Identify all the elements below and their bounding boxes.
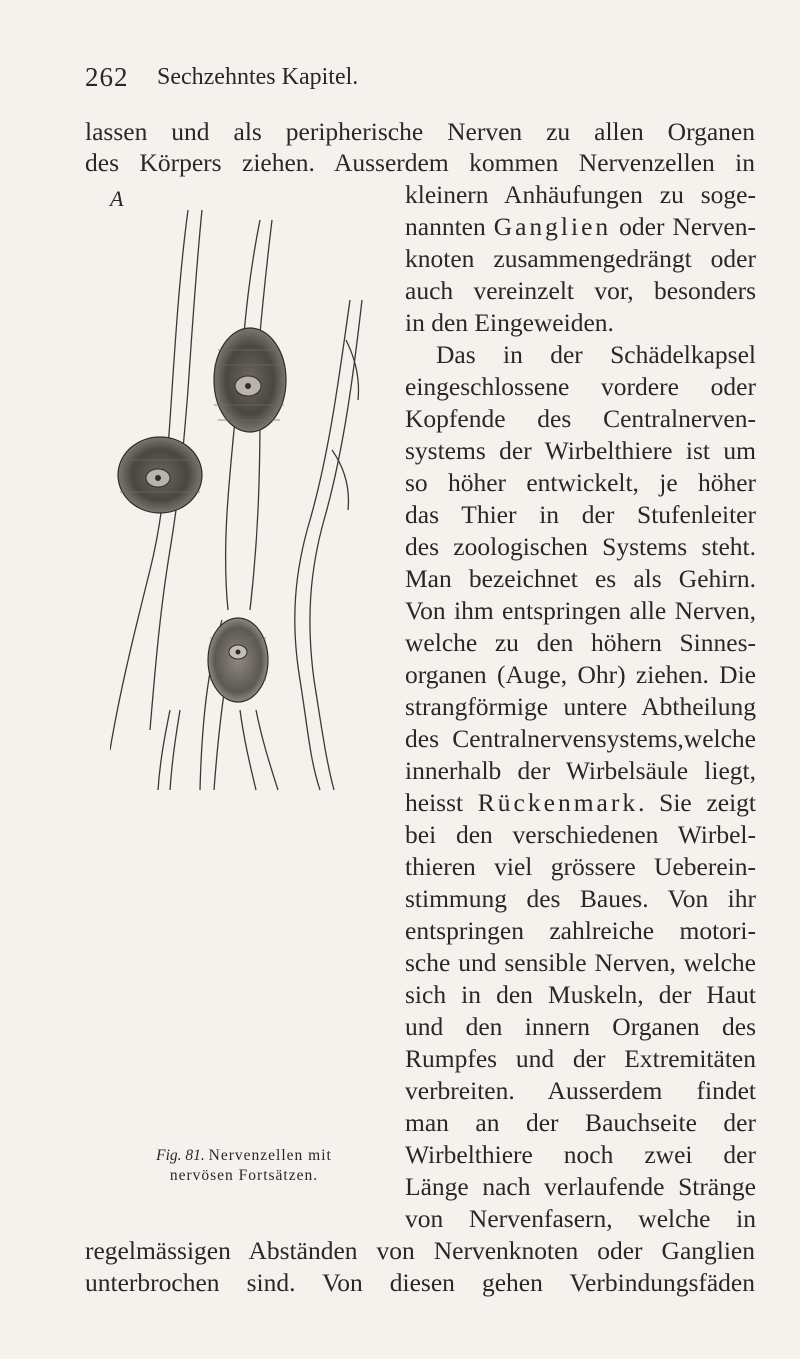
figure-nerve-cells bbox=[110, 190, 390, 795]
text-line: sich in den Muskeln, der Haut bbox=[405, 980, 756, 1009]
text-line: unterbrochen sind. Von diesen gehen Verbindungsfäden bbox=[85, 1268, 755, 1297]
text-line: des zoologischen Systems steht. bbox=[405, 532, 756, 561]
text-line: auch vereinzelt vor, besonders bbox=[405, 276, 756, 305]
text-line: in den Eingeweiden. bbox=[405, 308, 614, 337]
text-fragment: heisst bbox=[405, 788, 478, 817]
text-line: stimmung des Baues. Von ihr bbox=[405, 884, 756, 913]
text-line: regelmässigen Abständen von Nervenknoten oder Ganglien bbox=[85, 1236, 755, 1265]
text-line: man an der Bauchseite der bbox=[405, 1108, 756, 1137]
text-line: welche zu den höhern Sinnes- bbox=[405, 628, 756, 657]
term-ganglien: Ganglien bbox=[493, 212, 612, 241]
text-line: des Centralnervensystems,welche bbox=[405, 724, 756, 753]
text-line bbox=[405, 211, 756, 243]
running-title: Sechzehntes Kapitel. bbox=[157, 64, 359, 90]
text-line: knoten zusammengedrängt oder bbox=[405, 244, 756, 273]
text-line: organen (Auge, Ohr) ziehen. Die bbox=[405, 660, 756, 689]
text-line: Wirbelthiere noch zwei der bbox=[405, 1140, 756, 1169]
term-rueckenmark: Rückenmark bbox=[477, 788, 639, 817]
text-line: von Nervenfasern, welche in bbox=[405, 1204, 756, 1233]
text-line: das Thier in der Stufenleiter bbox=[405, 500, 756, 529]
figure-label: A bbox=[110, 186, 124, 211]
caption-text: nervösen Fortsätzen. bbox=[169, 1167, 319, 1184]
nerve-cells-illustration bbox=[110, 190, 390, 795]
text-line: Das in der Schädelkapsel bbox=[436, 340, 756, 369]
text-fragment: oder Nerven- bbox=[611, 212, 756, 241]
text-line: innerhalb der Wirbelsäule liegt, bbox=[405, 756, 756, 785]
text-line: entspringen zahlreiche motori- bbox=[405, 916, 756, 945]
text-line: lassen und als peripherische Nerven zu allen Organen bbox=[85, 117, 755, 146]
text-line: und den innern Organen des bbox=[405, 1012, 756, 1041]
text-line: Länge nach verlaufende Stränge bbox=[405, 1172, 756, 1201]
text-fragment: . Sie zeigt bbox=[638, 788, 757, 817]
figure-caption-line1 bbox=[88, 1146, 400, 1165]
figure-caption-line2 bbox=[88, 1166, 400, 1185]
ganglion-cells bbox=[118, 328, 286, 702]
text-line: sche und sensible Nerven, welche bbox=[405, 948, 756, 977]
text-line: Kopfende des Centralnerven- bbox=[405, 404, 756, 433]
text-line: thieren viel grössere Ueberein- bbox=[405, 852, 756, 881]
text-line: systems der Wirbelthiere ist um bbox=[405, 436, 756, 465]
text-line: Rumpfes und der Extremitäten bbox=[405, 1044, 756, 1073]
text-line: des Körpers ziehen. Ausserdem kommen Nervenzellen in bbox=[85, 148, 755, 177]
text-line: eingeschlossene vordere oder bbox=[405, 372, 756, 401]
text-line: Von ihm entspringen alle Nerven, bbox=[405, 596, 756, 625]
caption-text: Nervenzellen mit bbox=[208, 1147, 332, 1164]
text-line: strangförmige untere Abtheilung bbox=[405, 692, 756, 721]
text-fragment: nannten bbox=[405, 212, 494, 241]
text-line: kleinern Anhäufungen zu soge- bbox=[405, 180, 756, 209]
text-line: Man bezeichnet es als Gehirn. bbox=[405, 564, 756, 593]
text-line: bei den verschiedenen Wirbel- bbox=[405, 820, 756, 849]
text-line bbox=[405, 787, 756, 819]
page-number: 262 bbox=[85, 62, 129, 92]
text-line: verbreiten. Ausserdem findet bbox=[405, 1076, 756, 1105]
text-line: so höher entwickelt, je höher bbox=[405, 468, 756, 497]
figure-number: Fig. 81. bbox=[156, 1147, 205, 1164]
